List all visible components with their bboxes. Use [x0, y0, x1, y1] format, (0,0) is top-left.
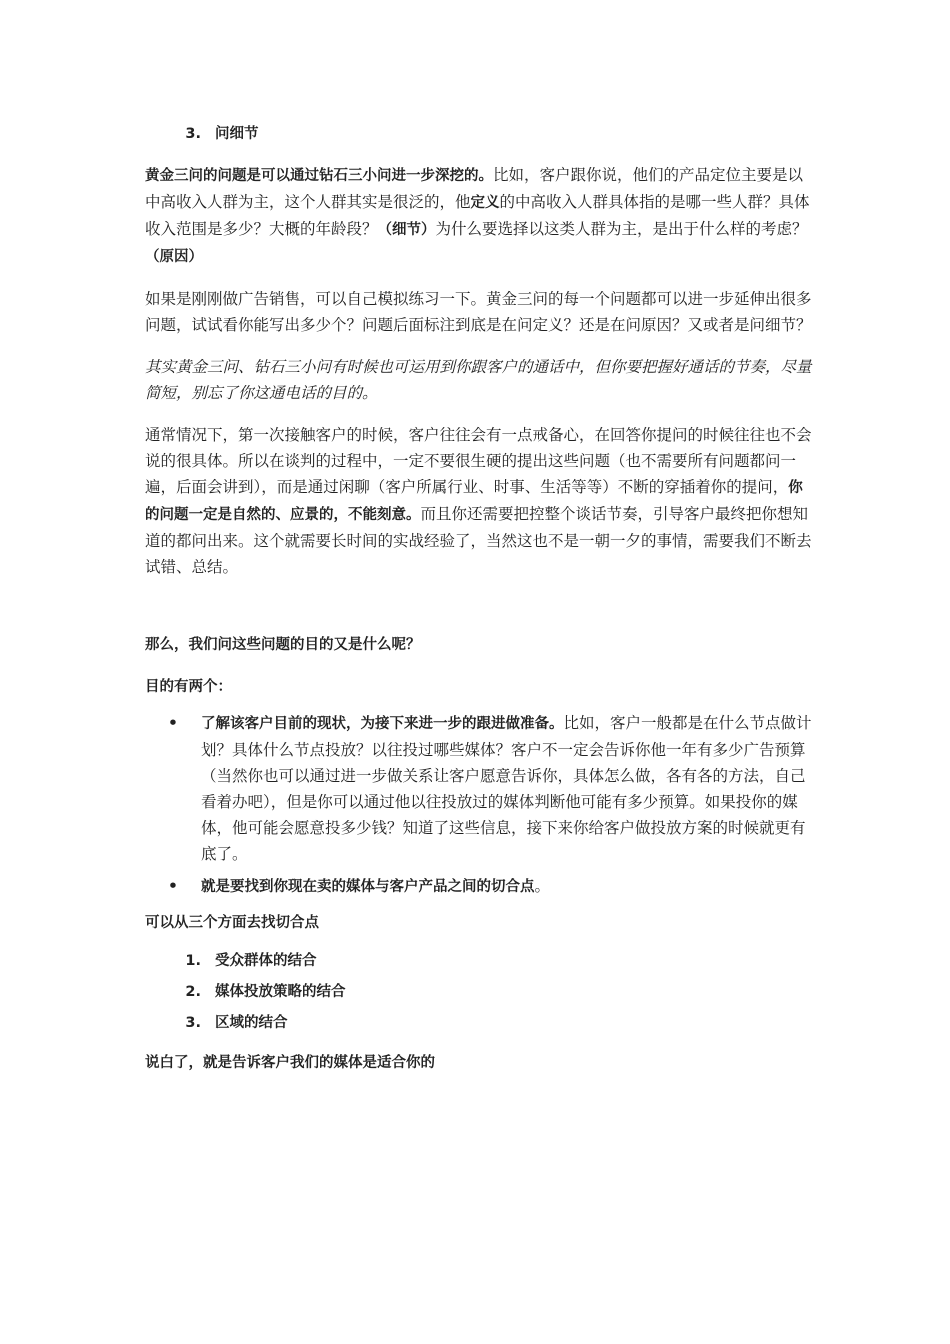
text: 比如，客户一般都是在什么节点做计划？具体什么节点投放？以往投过哪些媒体？客户不一定会告诉你他一年有多少广告预算（当然你也可以通过进一步做关系让客户愿意告诉你，具体怎么做，各有各的方法，自己看着办吧），但是你可以通过他以往投放过的媒体判断他可能有多少预算。如果投你的媒体，他可能会愿意投多少钱？知道了这些信息，接下来你给客户做投放方案的时候就更有底了。: [201, 714, 812, 863]
bullet-item: [145, 873, 813, 900]
bold-text: （原因）: [145, 249, 203, 265]
paragraph-practice: 如果是刚刚做广告销售，可以自己模拟练习一下。黄金三问的每一个问题都可以进一步延伸出很多问题，试试看你能写出多少个？问题后面标注到底是在问定义？还是在问原因？又或者是问细节？: [145, 290, 812, 334]
list-text: 受众群体的结合: [215, 953, 317, 969]
bold-text: 定义: [470, 195, 500, 211]
bold-text: 你的问题一定是自然的、应景的，不能刻意。: [145, 480, 803, 523]
list-number: 2.: [185, 984, 201, 1000]
text: 而且你还需要把控整个谈话节奏，引导客户最终把你想知道的都问出来。这个就需要长时间的实战经验了，当然这也不是一朝一夕的事情，需要我们不断去试错、总结。: [145, 505, 812, 576]
text: 为什么要选择以这类人群为主，是出于什么样的考虑？: [435, 220, 808, 238]
list-text: 区域的结合: [215, 1015, 288, 1031]
text: 的中高收入人群具体指的是哪一些人群？具体收入范围是多少？大概的年龄段？: [145, 193, 810, 238]
heading-two-purposes: 目的有两个：: [145, 679, 232, 695]
list-text: 问细节: [215, 126, 259, 142]
bold-text: 就是要找到你现在卖的媒体与客户产品之间的切合点: [201, 879, 535, 895]
bullet-icon: •: [168, 877, 178, 895]
text: 。: [534, 877, 551, 895]
bullet-icon: •: [168, 714, 178, 732]
text: 比如，客户跟你说，他们的产品定位主要是以中高收入人群为主，这个人群其实是很泛的，他: [145, 166, 804, 211]
paragraph-golden-questions: [145, 162, 813, 270]
document-body: [145, 121, 813, 1076]
paragraph-italic-note: 其实黄金三问、钻石三小问有时候也可运用到你跟客户的通话中，但你要把握好通话的节奏，尽量简短，别忘了你这通电话的目的。: [145, 358, 812, 402]
list-number: 3.: [185, 1015, 201, 1031]
bullet-item: [145, 710, 813, 867]
list-text: 媒体投放策略的结合: [215, 984, 346, 1000]
bold-text: 了解该客户目前的现状，为接下来进一步的跟进做准备。: [201, 716, 564, 732]
list-item: [145, 948, 813, 974]
list-item: [145, 979, 813, 1005]
bold-text: （细节）: [377, 222, 436, 238]
list-item: [145, 1010, 813, 1036]
paragraph-conversation: [145, 422, 813, 580]
text: 通常情况下，第一次接触客户的时候，客户往往会有一点戒备心，在回答你提问的时候往往也不会说的很具体。所以在谈判的过程中，一定不要很生硬的提出这些问题（也不需要所有问题都问一遍，后面会讲到），而是通过闲聊（客户所属行业、时事、生活等等）不断的穿插着你的提问，: [145, 426, 812, 496]
heading-conclusion: 说白了，就是告诉客户我们的媒体是适合你的: [145, 1055, 435, 1071]
bullet-text: [201, 873, 813, 900]
bullet-text: [201, 710, 813, 867]
heading-three-aspects: 可以从三个方面去找切合点: [145, 915, 319, 931]
list-number: 1.: [185, 953, 201, 969]
list-item: [145, 121, 813, 147]
heading-purpose-question: 那么，我们问这些问题的目的又是什么呢？: [145, 637, 421, 653]
bold-text: 黄金三问的问题是可以通过钻石三小问进一步深挖的。: [145, 168, 493, 184]
list-number: 3.: [185, 126, 201, 142]
